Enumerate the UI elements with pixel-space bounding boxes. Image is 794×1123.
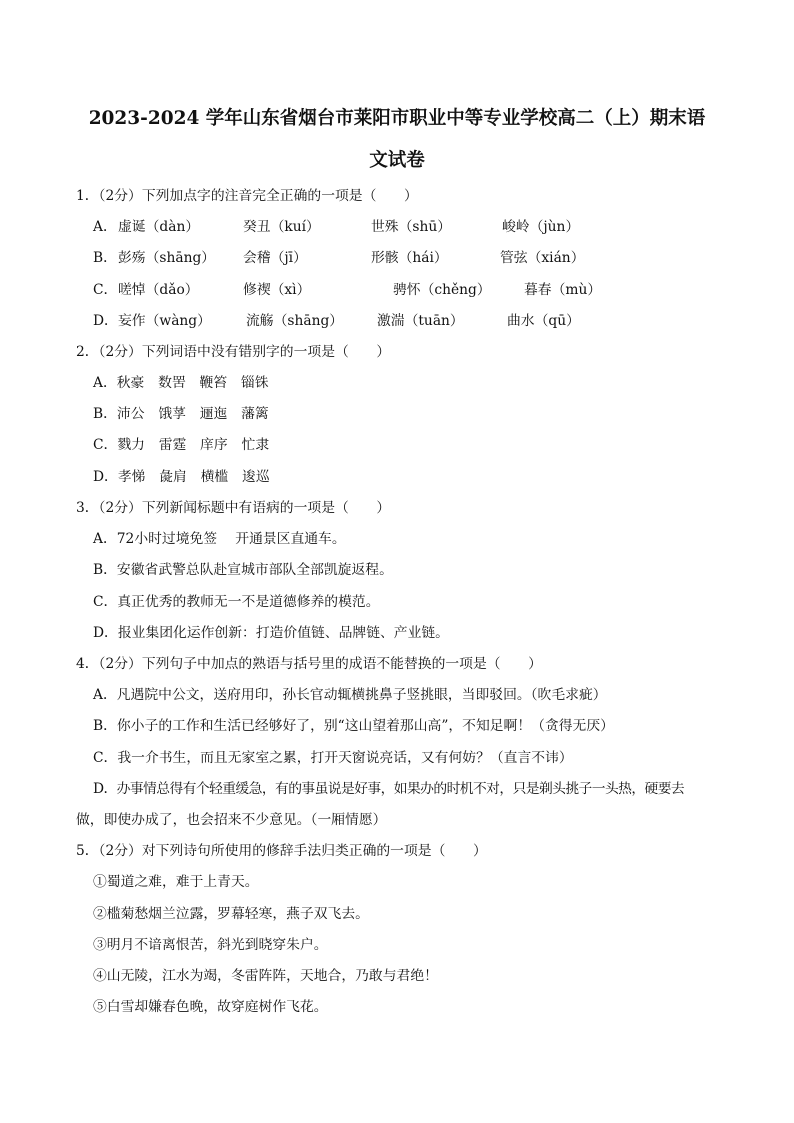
question-5-item-5: ⑤白雪却嫌春色晚，故穿庭树作飞花。 [93, 999, 328, 1015]
question-5-stem: 5．（2分）对下列诗句所使用的修辞手法归类正确的一项是（ ） [76, 843, 487, 859]
option-item: 流觞（shāng） [246, 313, 344, 329]
question-4-option-d: D．办事情总得有个轻重缓急，有的事虽说是好事，如果办的时机不对，只是剃头挑子一头热，硬要去 [93, 781, 685, 797]
question-1-stem: 1．（2分）下列加点字的注音完全正确的一项是（ ） [76, 188, 418, 204]
option-item: 修禊（xì） [243, 282, 311, 298]
question-2-option-a: A．秋豪 数罟 鞭笞 锱铢 [93, 375, 269, 391]
question-3-option-d: D．报业集团化运作创新：打造价值链、品牌链、产业链。 [93, 625, 449, 641]
question-5-item-3: ③明月不谙离恨苦，斜光到晓穿朱户。 [93, 937, 328, 953]
question-2-option-d: D．孝悌 彘肩 横槛 逡巡 [93, 469, 270, 485]
question-5-item-2: ②槛菊愁烟兰泣露，罗幕轻寒，燕子双飞去。 [93, 906, 369, 922]
question-4-stem: 4．（2分）下列句子中加点的熟语与括号里的成语不能替换的一项是（ ） [76, 656, 542, 672]
question-4-option-d-continued: 做，即使办成了，也会招来不少意见。（一厢情愿） [76, 812, 387, 828]
exam-title-line-1: 2023-2024 学年山东省烟台市莱阳市职业中等专业学校高二（上）期末语 [88, 108, 706, 129]
option-item: 形骸（hái） [371, 250, 448, 266]
question-4-option-a: A．凡遇院中公文，送府用印，孙长官动辄横挑鼻子竖挑眼，当即驳回。（吹毛求疵） [93, 687, 607, 703]
exam-title-line-2: 文试卷 [369, 150, 425, 171]
option-item: 彭殇（shāng） [118, 250, 216, 266]
option-item: 虚诞（dàn） [118, 219, 200, 235]
question-3-stem: 3．（2分）下列新闻标题中有语病的一项是（ ） [76, 500, 391, 516]
question-2-option-b: B．沛公 饿莩 逦迤 藩篱 [93, 406, 269, 422]
question-3-option-a: A．72小时过境免签 开通景区直通车。 [93, 531, 346, 547]
option-label: C． [93, 282, 118, 298]
question-5-item-4: ④山无陵，江水为竭，冬雷阵阵，天地合，乃敢与君绝！ [93, 968, 438, 984]
option-item: 癸丑（kuí） [243, 219, 320, 235]
option-item: 曲水（qū） [507, 313, 580, 329]
question-3-option-b: B．安徽省武警总队赴宣城市部队全部凯旋返程。 [93, 562, 393, 578]
question-4-option-b: B．你小子的工作和生活已经够好了，别“这山望着那山高”，不知足啊！（贪得无厌） [93, 718, 614, 734]
option-item: 暮春（mù） [524, 282, 602, 298]
option-item: 世殊（shū） [371, 219, 452, 235]
option-item: 妄作（wàng） [118, 313, 211, 329]
option-item: 管弦（xián） [500, 250, 585, 266]
option-item: 会稽（jī） [243, 250, 307, 266]
question-2-stem: 2．（2分）下列词语中没有错别字的一项是（ ） [76, 344, 391, 360]
question-3-option-c: C．真正优秀的教师无一不是道德修养的模范。 [93, 594, 380, 610]
option-item: 骋怀（chěng） [393, 282, 491, 298]
option-label: A． [93, 219, 117, 235]
option-label: B． [93, 250, 117, 266]
option-item: 峻岭（jùn） [502, 219, 580, 235]
option-item: 嗟悼（dǎo） [118, 282, 199, 298]
question-5-item-1: ①蜀道之难，难于上青天。 [93, 874, 259, 890]
option-item: 激湍（tuān） [377, 313, 464, 329]
option-label: D． [93, 313, 118, 329]
question-2-option-c: C．戮力 雷霆 庠序 忙隶 [93, 437, 270, 453]
question-4-option-c: C．我一介书生，而且无家室之累，打开天窗说亮话，又有何妨？（直言不讳） [93, 750, 573, 766]
